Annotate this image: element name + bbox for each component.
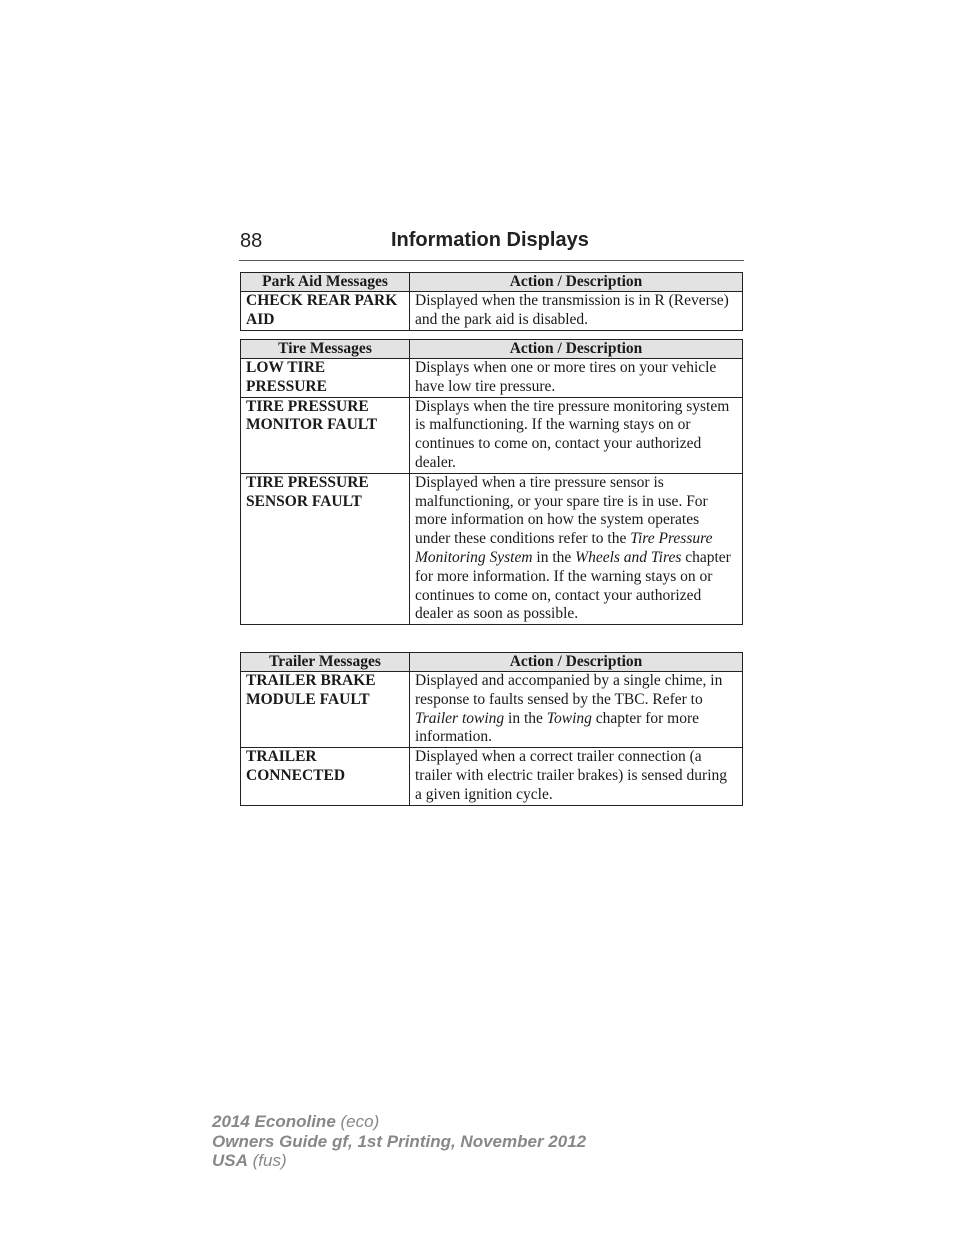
- message-name: LOW TIRE PRESSURE: [241, 359, 410, 398]
- page-footer: [212, 1112, 586, 1171]
- column-header-description: Action / Description: [410, 273, 743, 292]
- message-description: Displays when the tire pressure monitoring system is malfunctioning. If the warning stays on or continues to come on, contact your authorized dealer.: [410, 397, 743, 473]
- column-header-messages: Tire Messages: [241, 340, 410, 359]
- message-name: TIRE PRESSURE MONITOR FAULT: [241, 397, 410, 473]
- column-header-messages: Park Aid Messages: [241, 273, 410, 292]
- section-title: Information Displays: [391, 229, 589, 251]
- vehicle-model: 2014 Econoline: [212, 1112, 336, 1131]
- description-text: in the: [508, 709, 543, 727]
- cross-reference: Tire Pressure Monitoring System: [415, 530, 713, 566]
- footer-line: [212, 1132, 586, 1152]
- page-header: [239, 228, 744, 261]
- table-row: [241, 359, 743, 398]
- table-header-row: [241, 273, 743, 292]
- message-description: Displayed when the transmission is in R (Reverse) and the park aid is disabled.: [410, 292, 743, 331]
- description-text: Displayed and accompanied by a single chime, in response to faults sensed by the TBC. Refer to: [415, 672, 723, 708]
- table-row: [241, 397, 743, 473]
- cross-reference: Towing: [546, 709, 592, 727]
- market-code: (fus): [252, 1151, 287, 1170]
- column-header-description: Action / Description: [410, 340, 743, 359]
- market-region: USA: [212, 1151, 248, 1170]
- cross-reference: Wheels and Tires: [575, 548, 682, 566]
- description-text: chapter for more information.: [415, 709, 700, 746]
- description-text: in the: [536, 548, 572, 566]
- table-row: [241, 473, 743, 624]
- trailer-messages-table: [240, 652, 743, 806]
- column-header-description: Action / Description: [410, 653, 743, 672]
- message-description: Displays when one or more tires on your vehicle have low tire pressure.: [410, 359, 743, 398]
- description-text: Displayed when a tire pressure sensor is malfunctioning, or your spare tire is in use. For more information on how the system operates under these conditions refer to the: [415, 473, 708, 548]
- page-number: 88: [240, 230, 263, 252]
- message-description: Displayed when a correct trailer connection (a trailer with electric trailer brakes) is sensed during a given ignition cycle.: [410, 748, 743, 805]
- column-header-messages: Trailer Messages: [241, 653, 410, 672]
- description-text: chapter for more information. If the warning stays on or continues to come on, contact your authorized dealer as soon as possible.: [415, 548, 731, 623]
- message-description: [410, 473, 743, 624]
- table-row: [241, 292, 743, 331]
- model-code: (eco): [340, 1112, 380, 1131]
- table-header-row: [241, 340, 743, 359]
- message-name: TRAILER CONNECTED: [241, 748, 410, 805]
- message-description: [410, 672, 743, 748]
- table-row: [241, 672, 743, 748]
- table-row: [241, 748, 743, 805]
- guide-edition: Owners Guide gf, 1st Printing, November 2012: [212, 1131, 587, 1151]
- message-name: TRAILER BRAKE MODULE FAULT: [241, 672, 410, 748]
- footer-line: [212, 1151, 586, 1171]
- message-name: TIRE PRESSURE SENSOR FAULT: [241, 473, 410, 624]
- park-aid-messages-table: [240, 272, 743, 331]
- message-name: CHECK REAR PARK AID: [241, 292, 410, 331]
- cross-reference: Trailer towing: [415, 709, 505, 727]
- tire-messages-table: [240, 339, 743, 625]
- footer-line: [212, 1112, 586, 1132]
- table-header-row: [241, 653, 743, 672]
